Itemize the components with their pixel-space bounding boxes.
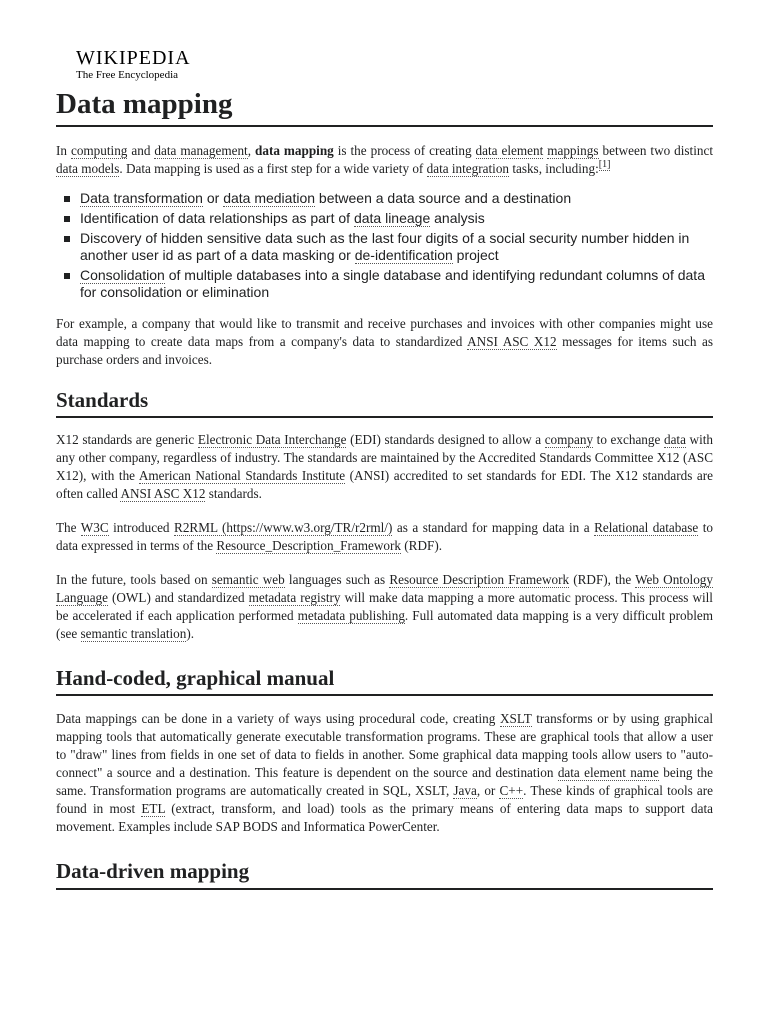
list-item: Consolidation of multiple databases into a single database and identifying redundant columns of data for consolidation or elimination — [56, 267, 713, 301]
link-de-identification[interactable]: de-identification — [354, 246, 453, 263]
link-r2rml[interactable]: R2RML (https://www.w3.org/TR/r2rml/) — [174, 520, 393, 536]
link-web-ontology-language[interactable]: Web Ontology Language — [56, 572, 713, 606]
citation-1[interactable]: [1] — [598, 159, 611, 171]
link-cpp[interactable]: C++ — [499, 783, 524, 799]
page-title: Data mapping — [56, 87, 713, 127]
hand-coded-paragraph: Data mappings can be done in a variety of ways using procedural code, creating XSLT transforms or by using graphical mapping tools that automatically generate executable transformation programs. These are graphical tools that allow a user to "draw" lines from fields in one set of data to fields in another. Some graphical data mapping tools allow users to "auto-connect" a source and a destination. This feature is dependent on the source and destination data element name being the same. Transformation programs are automatically created in SQL, XSLT, Java, or C++. These kinds of graphical tools are found in most ETL (extract, transform, and load) tools as the primary means of entering data maps to support data movement. Examples include SAP BODS and Informatica PowerCenter. — [56, 711, 714, 835]
link-relational-database[interactable]: Relational database — [594, 520, 699, 536]
link-data-mediation[interactable]: data mediation — [223, 189, 316, 206]
logo-wordmark: WIKIPEDIA — [76, 47, 191, 69]
link-data-models[interactable]: data models — [56, 160, 120, 176]
link-data-element[interactable]: data element — [475, 142, 544, 158]
standards-paragraph-1: X12 standards are generic Electronic Data Interchange (EDI) standards designed to allow a company to exchange data with any other company, regardless of industry. The standards are maintained by the Accredited Standards Committee X12 (ASC X12), with the American National Standards Institute (ANSI) accredited to set standards for EDI. The X12 standards are often called ANSI ASC X12 standards. — [56, 432, 714, 502]
article — [56, 48, 713, 890]
intro-paragraph: In computing and data management, data mapping is the process of creating data element mappings between two distinct data models. Data mapping is used as a first step for a wide variety of data integration tasks, including:[1] — [56, 142, 713, 176]
link-data-transformation[interactable]: Data transformation — [80, 189, 203, 206]
list-item: Discovery of hidden sensitive data such as the last four digits of a social security number hidden in another user id as part of a data masking or de-identification project — [56, 230, 713, 264]
link-rdf[interactable]: Resource_Description_Framework — [216, 538, 401, 554]
link-java[interactable]: Java — [453, 783, 477, 799]
link-data-integration[interactable]: data integration — [426, 160, 510, 176]
link-xslt[interactable]: XSLT — [500, 711, 532, 727]
list-item: Data transformation or data mediation between a data source and a destination — [56, 190, 713, 207]
link-data-element-name[interactable]: data element name — [557, 765, 659, 781]
example-paragraph: For example, a company that would like to transmit and receive purchases and invoices with other companies might use data mapping to create data maps from a company's data to standardized ANSI ASC X12 messages for items such as purchase orders and invoices. — [56, 315, 713, 367]
link-consolidation[interactable]: Consolidation — [80, 266, 165, 283]
logo-tagline: The Free Encyclopedia — [76, 69, 179, 81]
term-bold: data mapping — [255, 142, 334, 158]
link-mappings[interactable]: mappings — [547, 142, 599, 158]
link-semantic-web[interactable]: semantic web — [211, 572, 285, 588]
link-metadata-publishing[interactable]: metadata publishing — [297, 608, 405, 624]
link-etl[interactable]: ETL — [141, 801, 166, 817]
standards-paragraph-2: The W3C introduced R2RML (https://www.w3.org/TR/r2rml/) as a standard for mapping data in a Relational database to data expressed in terms of the Resource_Description_Framework (RDF). — [56, 520, 713, 554]
link-ansi-asc-x12-2[interactable]: ANSI ASC X12 — [120, 486, 206, 502]
link-resource-description-framework[interactable]: Resource Description Framework — [389, 572, 570, 588]
link-data[interactable]: data — [663, 432, 686, 448]
heading-hand-coded: Hand-coded, graphical manual — [56, 665, 713, 696]
link-data-management[interactable]: data management — [154, 142, 248, 158]
standards-paragraph-3: In the future, tools based on semantic web languages such as Resource Description Framework (RDF), the Web Ontology Language (OWL) and standardized metadata registry will make data mapping a more automatic process. This process will be accelerated if each application performed metadata publishing. Full automated data mapping is a very difficult problem (see semantic translation). — [56, 572, 714, 642]
link-ansi[interactable]: American National Standards Institute — [138, 468, 346, 484]
bullet-list — [56, 190, 713, 301]
heading-data-driven: Data-driven mapping — [56, 858, 713, 889]
link-data-lineage[interactable]: data lineage — [353, 209, 431, 226]
bullet-square-icon — [64, 216, 70, 222]
bullet-square-icon — [64, 273, 70, 279]
link-semantic-translation[interactable]: semantic translation — [80, 626, 187, 642]
bullet-square-icon — [64, 236, 70, 242]
link-company[interactable]: company — [544, 432, 594, 448]
heading-standards: Standards — [56, 387, 713, 418]
wikipedia-logo[interactable] — [76, 48, 713, 81]
link-edi[interactable]: Electronic Data Interchange — [197, 432, 347, 448]
link-computing[interactable]: computing — [70, 142, 128, 158]
list-item: Identification of data relationships as part of data lineage analysis — [56, 210, 713, 227]
bullet-square-icon — [64, 196, 70, 202]
link-ansi-asc-x12[interactable]: ANSI ASC X12 — [467, 333, 557, 349]
link-w3c[interactable]: W3C — [80, 520, 109, 536]
link-metadata-registry[interactable]: metadata registry — [248, 590, 341, 606]
